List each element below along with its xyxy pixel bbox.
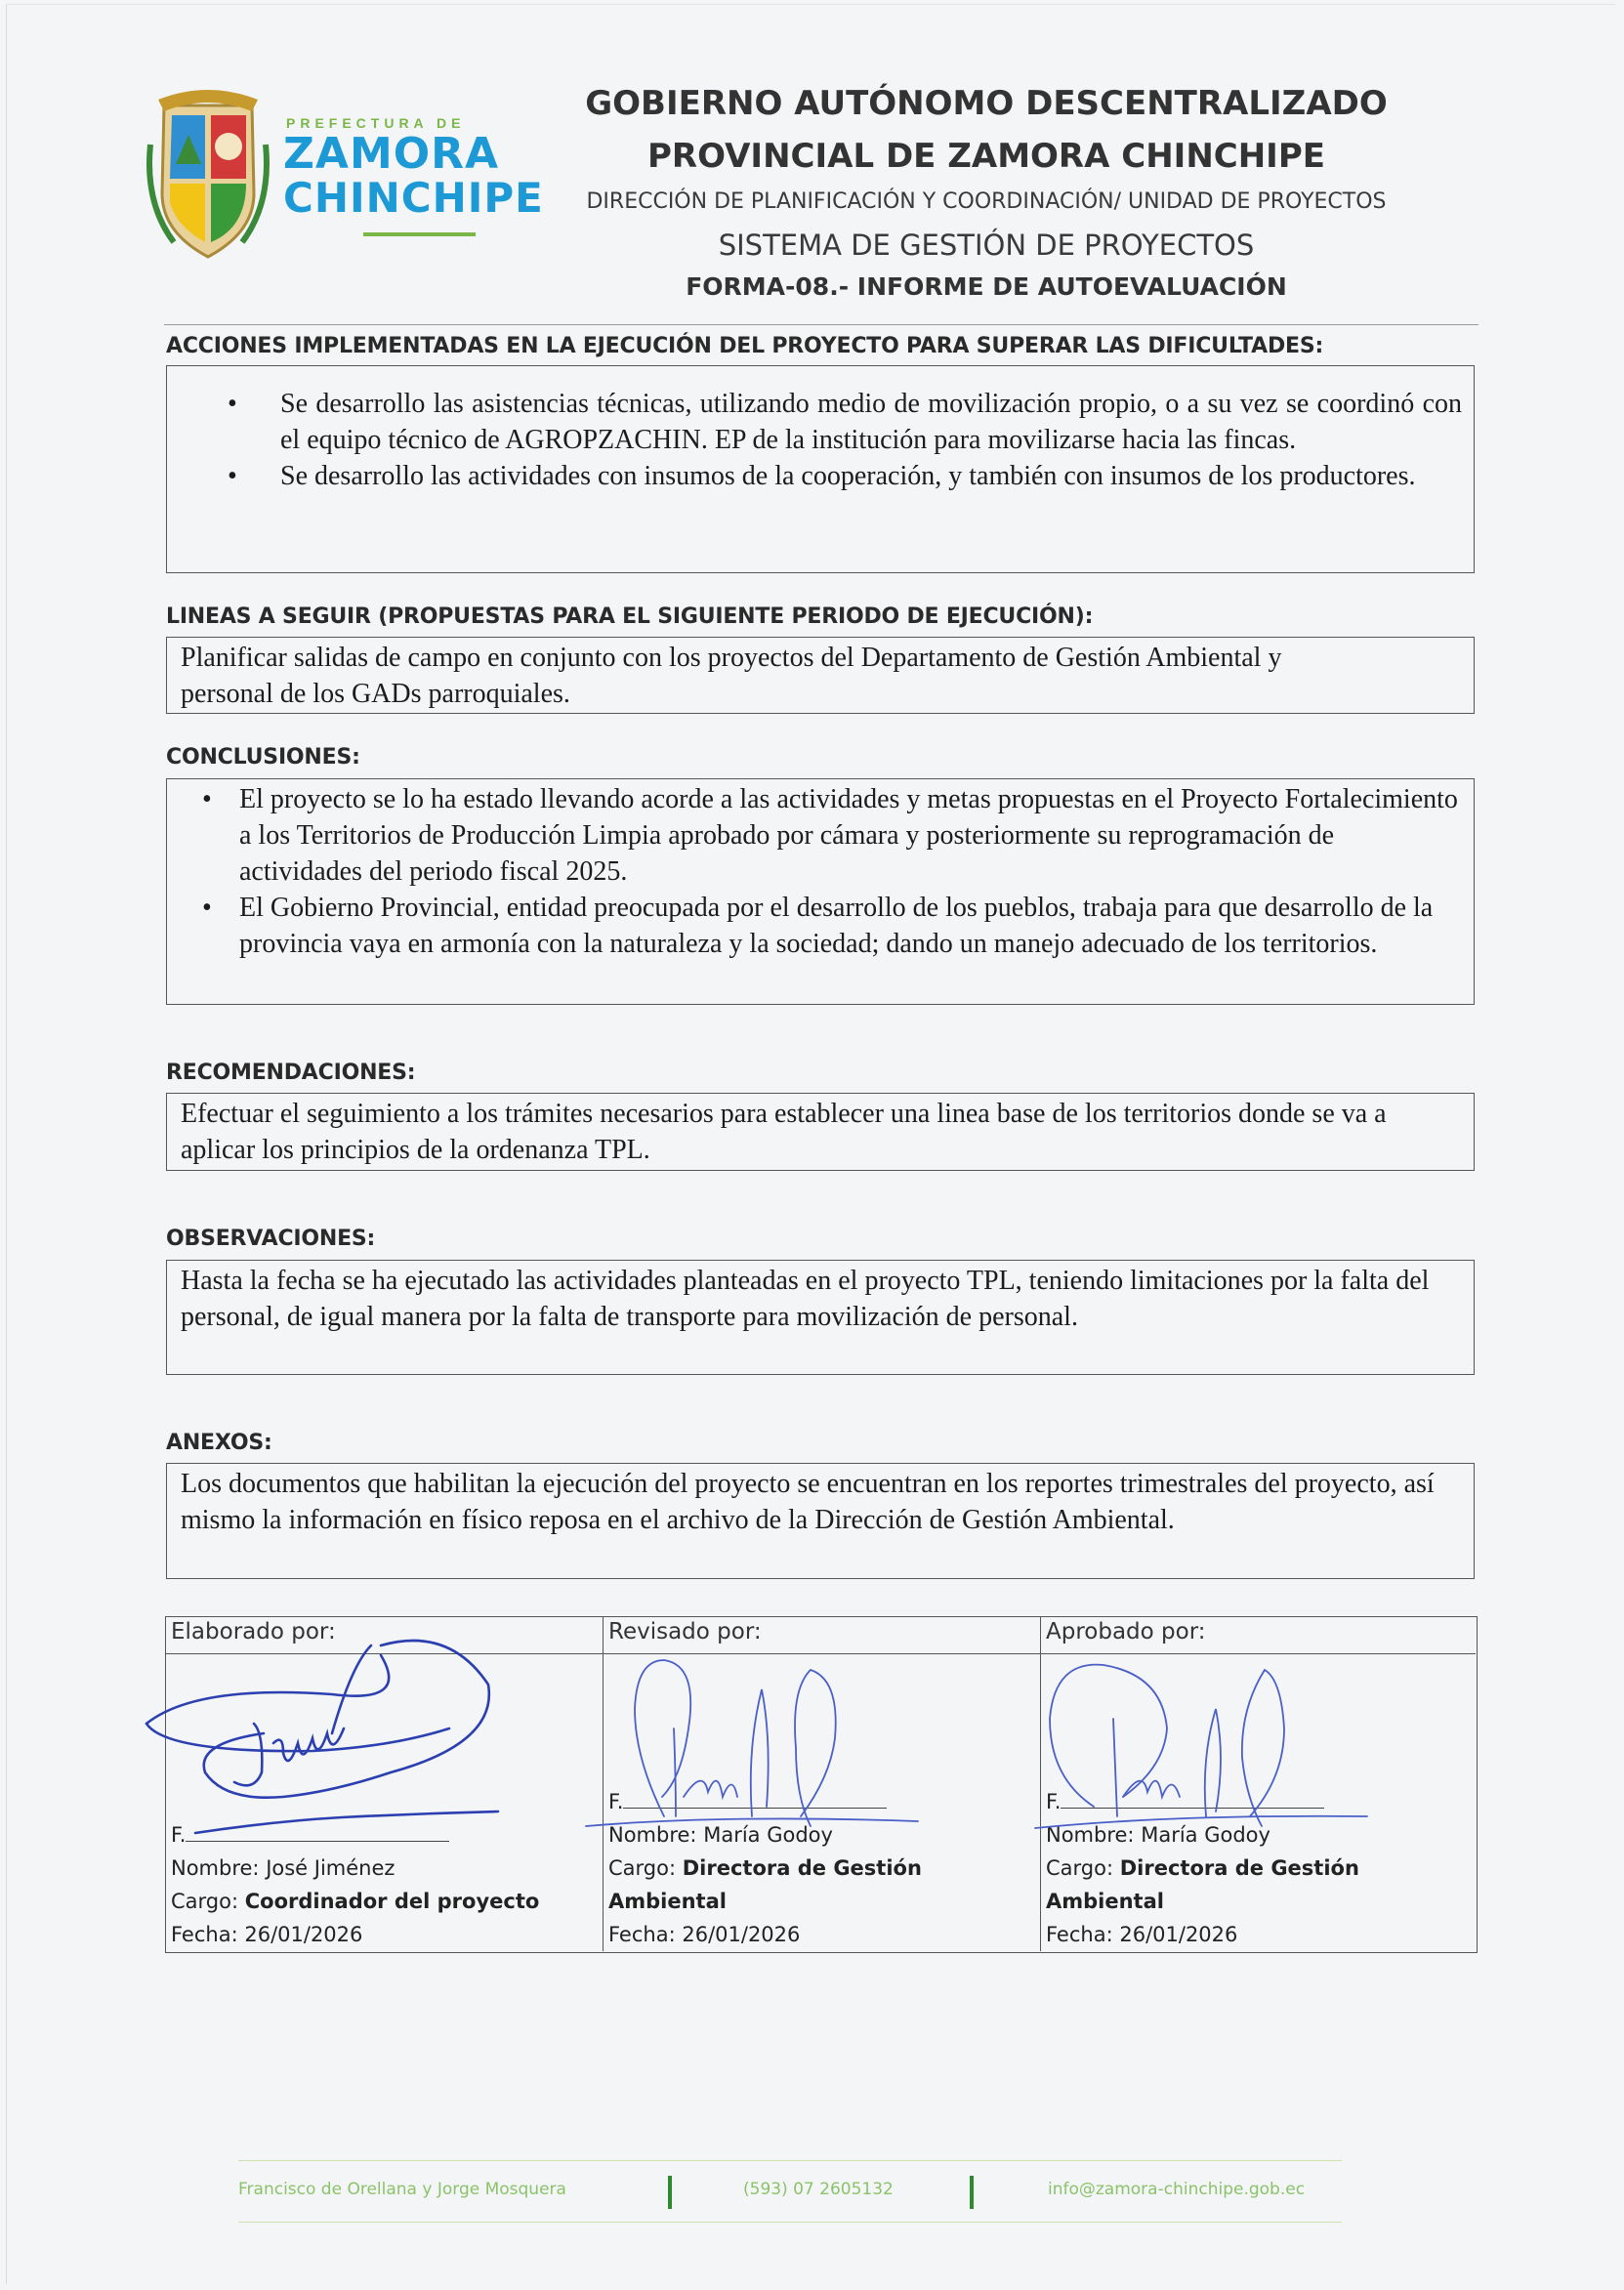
- sign-date: 26/01/2026: [244, 1923, 363, 1946]
- footer-phone: (593) 07 2605132: [743, 2180, 894, 2199]
- signature-details: F. Nombre: José Jiménez Cargo: Coordinador del proyecto Fecha: 26/01/2026: [166, 1818, 603, 1951]
- footer-separator: [668, 2176, 672, 2209]
- logo-zamora-text: ZAMORA: [283, 129, 500, 179]
- section-title-observaciones: OBSERVACIONES:: [166, 1227, 376, 1251]
- list-item: • Se desarrollo las actividades con insumos de la cooperación, y también con insumos de los productores.: [167, 458, 1462, 494]
- footer-rule-top: [238, 2160, 1342, 2161]
- signer-role: Coordinador del proyecto: [244, 1890, 540, 1913]
- signature-header: Aprobado por:: [1041, 1617, 1476, 1654]
- signer-role: Directora de Gestión: [682, 1856, 922, 1880]
- section-title-acciones: ACCIONES IMPLEMENTADAS EN LA EJECUCIÓN DEL PROYECTO PARA SUPERAR LAS DIFICULTADES:: [166, 334, 1324, 358]
- anexos-box: [166, 1463, 1475, 1579]
- signature-scribble-jimenez: [137, 1626, 527, 1851]
- sign-date: 26/01/2026: [1119, 1923, 1238, 1946]
- signer-role-cont: Ambiental: [1046, 1890, 1164, 1913]
- lineas-box: [166, 637, 1475, 714]
- header-line-1: GOBIERNO AUTÓNOMO DESCENTRALIZADO: [585, 84, 1388, 123]
- signature-scribble-godoy-1: [576, 1650, 928, 1846]
- footer-address: Francisco de Orellana y Jorge Mosquera: [238, 2180, 566, 2199]
- section-title-anexos: ANEXOS:: [166, 1431, 272, 1455]
- logo-underline: [363, 232, 476, 236]
- signature-details: F. Nombre: María Godoy Cargo: Directora de Gestión Ambiental Fecha: 26/01/2026: [1041, 1785, 1476, 1951]
- list-item: • El Gobierno Provincial, entidad preocupada por el desarrollo de los pueblos, trabaja para que desarrollo de la provincia vaya en armonía con la naturaleza y la sociedad; dando un manejo adecuado de los territorios.: [167, 890, 1462, 962]
- section-title-conclusiones: CONCLUSIONES:: [166, 745, 360, 770]
- bullet: •: [228, 389, 237, 419]
- footer-rule-bottom: [238, 2222, 1342, 2223]
- section-title-lineas: LINEAS A SEGUIR (PROPUESTAS PARA EL SIGUIENTE PERIODO DE EJECUCIÓN):: [166, 604, 1094, 629]
- signature-details: F. Nombre: María Godoy Cargo: Directora de Gestión Ambiental Fecha: 26/01/2026: [604, 1785, 1040, 1951]
- signer-name: José Jiménez: [266, 1856, 396, 1880]
- signature-header: Revisado por:: [604, 1617, 1040, 1654]
- section-title-recomendaciones: RECOMENDACIONES:: [166, 1061, 416, 1085]
- signature-scribble-godoy-2: [1016, 1650, 1377, 1846]
- header-line-2: PROVINCIAL DE ZAMORA CHINCHIPE: [647, 137, 1325, 176]
- signer-role: Directora de Gestión: [1119, 1856, 1359, 1880]
- signer-name: María Godoy: [1141, 1823, 1270, 1847]
- signer-role-cont: Ambiental: [608, 1890, 727, 1913]
- logo-chinchipe-text: CHINCHIPE: [283, 174, 544, 222]
- sign-date: 26/01/2026: [682, 1923, 801, 1946]
- header-line-3: DIRECCIÓN DE PLANIFICACIÓN Y COORDINACIÓN/ UNIDAD DE PROYECTOS: [586, 189, 1387, 214]
- prefectura-logo: [145, 86, 544, 262]
- form-title: FORMA-08.- INFORME DE AUTOEVALUACIÓN: [686, 272, 1287, 301]
- footer-email[interactable]: info@zamora-chinchipe.gob.ec: [1048, 2180, 1306, 2199]
- acciones-box: [166, 365, 1475, 573]
- recomendaciones-text: Efectuar el seguimiento a los trámites necesarios para establecer una linea base de los territorios donde se va a aplicar los principios de la ordenanza TPL.: [181, 1099, 1387, 1165]
- bullet: •: [202, 893, 212, 923]
- header-divider: [164, 324, 1478, 325]
- header-line-4: SISTEMA DE GESTIÓN DE PROYECTOS: [718, 229, 1255, 262]
- recomendaciones-box: [166, 1093, 1475, 1171]
- list-item: • Se desarrollo las asistencias técnicas, utilizando medio de movilización propio, o a su vez se coordinó con el equipo técnico de AGROPZACHIN. EP de la institución para movilizarse hacia las fincas.: [167, 386, 1462, 458]
- list-item: • El proyecto se lo ha estado llevando acorde a las actividades y metas propuestas en el Proyecto Fortalecimiento a los Territorios de Producción Limpia aprobado por cámara y posteriormente su reprogramación de actividades del periodo fiscal 2025.: [167, 781, 1462, 890]
- bullet: •: [228, 461, 237, 491]
- anexos-text: Los documentos que habilitan la ejecución del proyecto se encuentran en los reportes trimestrales del proyecto, así mismo la información en físico reposa en el archivo de la Dirección de Gestión Ambiental.: [181, 1469, 1435, 1535]
- signature-header: Elaborado por:: [166, 1617, 603, 1654]
- lineas-text: Planificar salidas de campo en conjunto con los proyectos del Departamento de Gestión Ambiental y personal de los GADs parroquiales.: [181, 643, 1282, 709]
- footer-separator: [970, 2176, 974, 2209]
- observaciones-box: [166, 1260, 1475, 1375]
- bullet: •: [202, 784, 212, 814]
- coat-of-arms-icon: [145, 86, 271, 262]
- observaciones-text: Hasta la fecha se ha ejecutado las actividades planteadas en el proyecto TPL, teniendo limitaciones por la falta del personal, de igual manera por la falta de transporte para movilización de personal.: [181, 1266, 1430, 1332]
- conclusiones-box: [166, 778, 1475, 1005]
- logo-prefectura-text: PREFECTURA DE: [286, 115, 466, 131]
- signer-name: María Godoy: [703, 1823, 833, 1847]
